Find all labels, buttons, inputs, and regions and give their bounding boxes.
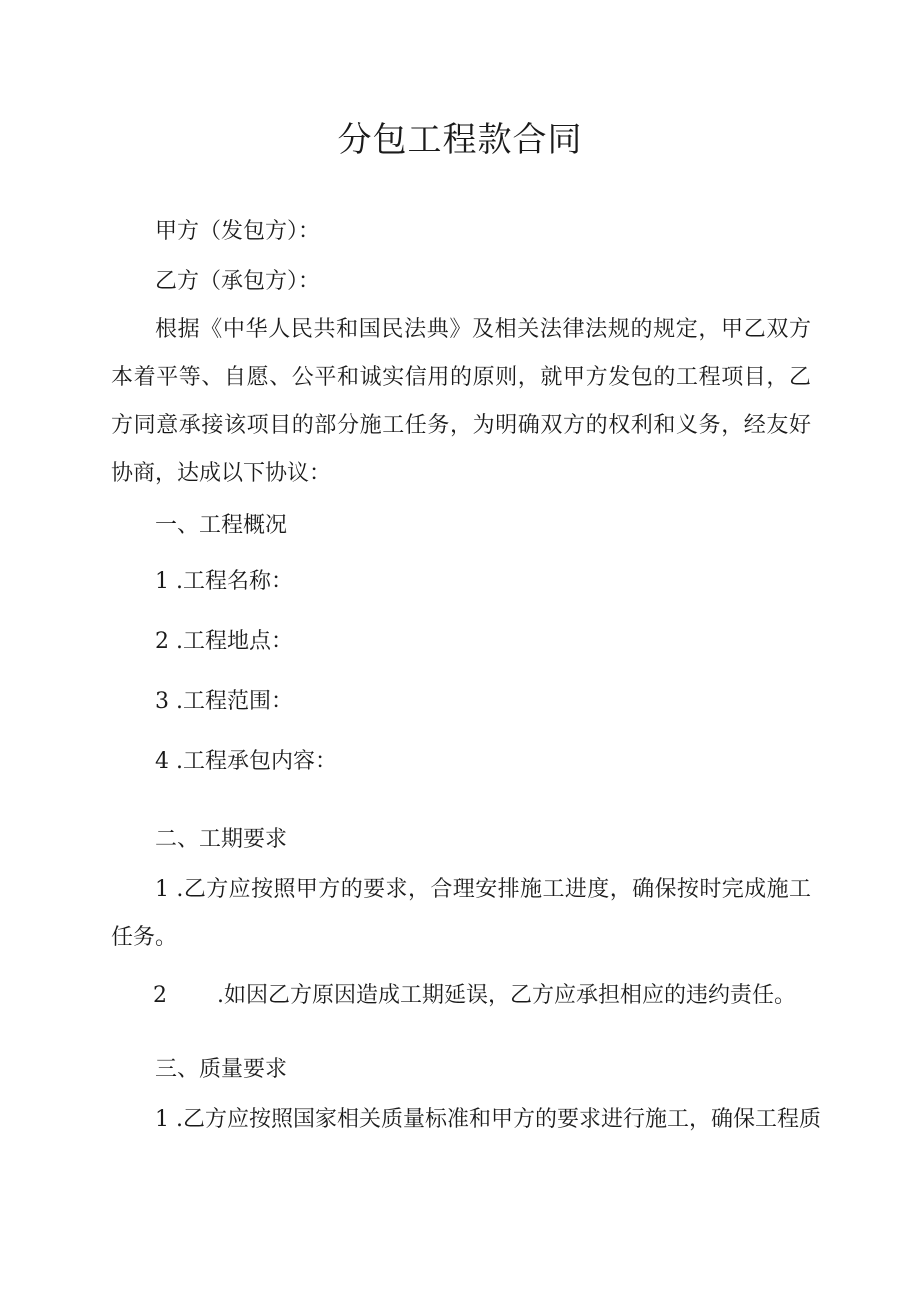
item-text: .工程范围： (176, 689, 293, 714)
party-b-line: 乙方（承包方）： (155, 269, 321, 294)
section2-item-2 (153, 980, 796, 1012)
item-text: .工程地点： (176, 629, 293, 654)
item-text: .工程名称： (176, 569, 293, 594)
section1-item-1 (155, 566, 293, 598)
document-title: 分包工程款合同 (337, 120, 583, 160)
item-text: .乙方应按照国家相关质量标准和甲方的要求进行施工，确保工程质 (176, 1107, 821, 1132)
item-text: .工程承包内容： (176, 749, 337, 774)
item-number: 3 (155, 689, 169, 714)
section1-heading: 一、工程概况 (155, 513, 288, 538)
item-number: 2 (155, 629, 169, 654)
item-text: .乙方应按照甲方的要求，合理安排施工进度，确保按时完成施工任务。 (111, 877, 812, 950)
item-text: .如因乙方原因造成工期延误，乙方应承担相应的违约责任。 (217, 983, 796, 1008)
section1-item-3 (155, 686, 293, 718)
section2-item-1 (111, 866, 811, 962)
item-number: 2 (153, 983, 167, 1008)
item-number: 1 (155, 569, 169, 594)
item-number: 4 (155, 749, 169, 774)
section1-item-4 (155, 746, 337, 778)
section1-item-2 (155, 626, 293, 658)
party-a-line: 甲方（发包方）： (155, 219, 321, 244)
section2-heading: 二、工期要求 (155, 827, 288, 852)
item-number: 1 (155, 1107, 169, 1132)
item-number: 1 (155, 877, 169, 902)
section3-item-1 (155, 1104, 821, 1136)
section3-heading: 三、质量要求 (155, 1057, 288, 1082)
preamble-paragraph: 根据《中华人民共和国民法典》及相关法律法规的规定，甲乙双方本着平等、自愿、公平和诚实信用的原则，就甲方发包的工程项目，乙方同意承接该项目的部分施工任务，为明确双方的权利和义务，经友好协商，达成以下协议： (111, 317, 811, 486)
